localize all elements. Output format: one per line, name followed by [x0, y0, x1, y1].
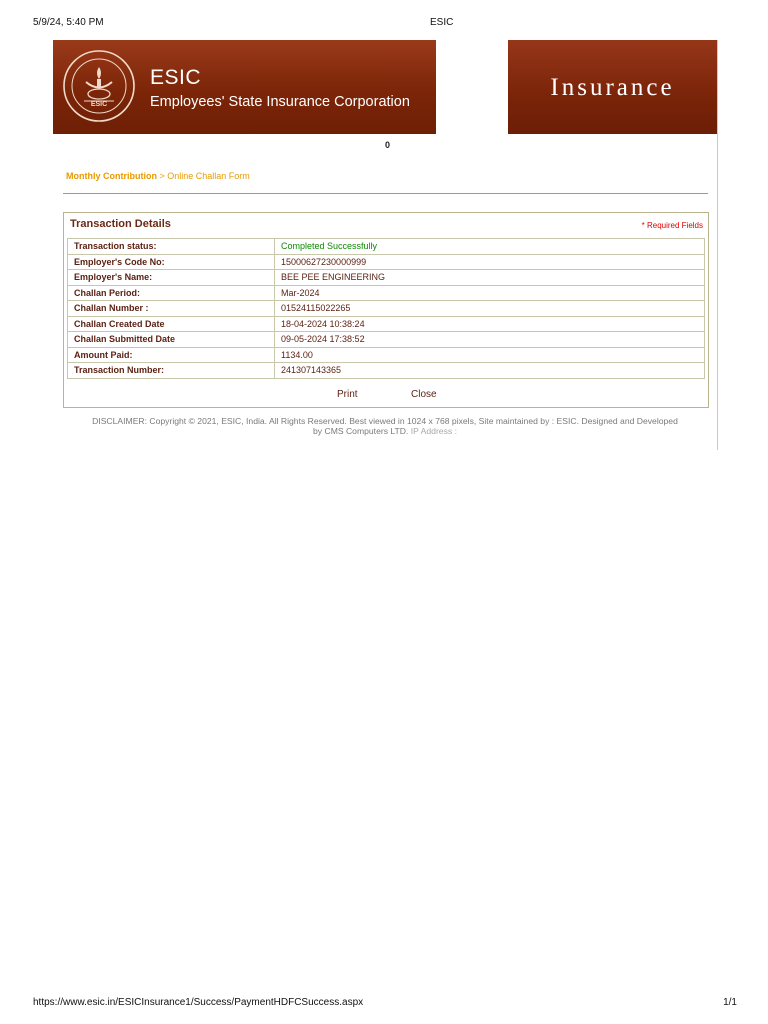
- disclaimer-line-1: DISCLAIMER: Copyright © 2021, ESIC, India. All Rights Reserved. Best viewed in 1024 x 768 pixels, Site maintained by : ESIC. Designed and Developed: [92, 416, 678, 426]
- row-value: Mar-2024: [275, 285, 705, 301]
- row-label: Employer's Code No:: [68, 254, 275, 270]
- breadcrumb-separator: >: [156, 171, 168, 181]
- divider: [63, 193, 708, 194]
- disclaimer-developer: by CMS Computers LTD.: [313, 426, 409, 436]
- row-value: 1134.00: [275, 347, 705, 363]
- row-label: Transaction Number:: [68, 363, 275, 379]
- table-row: [68, 347, 705, 363]
- row-label: Amount Paid:: [68, 347, 275, 363]
- required-fields-note: * Required Fields: [641, 221, 703, 230]
- row-label: Transaction status:: [68, 239, 275, 255]
- ip-address-label: IP Address :: [410, 426, 457, 436]
- print-page-title: ESIC: [430, 17, 454, 28]
- breadcrumb-online-challan-form[interactable]: Online Challan Form: [167, 171, 250, 181]
- table-row: [68, 270, 705, 286]
- disclaimer: [53, 416, 717, 436]
- transaction-details-panel: [63, 212, 709, 408]
- row-value: 15000627230000999: [275, 254, 705, 270]
- org-full-name: Employees' State Insurance Corporation: [150, 94, 410, 110]
- header-banner: [53, 40, 436, 134]
- table-row: [68, 301, 705, 317]
- insurance-banner: [508, 40, 717, 134]
- row-label: Challan Period:: [68, 285, 275, 301]
- table-row: [68, 254, 705, 270]
- table-row: [68, 239, 705, 255]
- breadcrumb-monthly-contribution[interactable]: Monthly Contribution: [66, 171, 157, 181]
- transaction-table: [67, 238, 705, 379]
- row-value: 01524115022265: [275, 301, 705, 317]
- table-row: [68, 363, 705, 379]
- print-footer-url: https://www.esic.in/ESICInsurance1/Success/PaymentHDFCSuccess.aspx: [33, 997, 364, 1008]
- print-datetime: 5/9/24, 5:40 PM: [33, 17, 104, 28]
- row-label: Challan Number :: [68, 301, 275, 317]
- table-row: [68, 316, 705, 332]
- row-value: 09-05-2024 17:38:52: [275, 332, 705, 348]
- panel-title: Transaction Details: [70, 218, 171, 230]
- esic-emblem-icon: [62, 49, 136, 123]
- svg-text:ESIC: ESIC: [90, 101, 108, 108]
- row-value: BEE PEE ENGINEERING: [275, 270, 705, 286]
- close-button[interactable]: Close: [411, 389, 437, 400]
- row-label: Challan Submitted Date: [68, 332, 275, 348]
- counter-value: 0: [385, 140, 391, 150]
- org-short-name: ESIC: [150, 66, 202, 89]
- page-container: [53, 40, 718, 450]
- insurance-title: Insurance: [550, 74, 675, 101]
- row-label: Employer's Name:: [68, 270, 275, 286]
- row-value: Completed Successfully: [275, 239, 705, 255]
- print-button[interactable]: Print: [337, 389, 358, 400]
- disclaimer-line-2: [53, 426, 717, 436]
- breadcrumb: [66, 171, 250, 181]
- print-footer-page: 1/1: [723, 997, 737, 1008]
- row-label: Challan Created Date: [68, 316, 275, 332]
- table-row: [68, 285, 705, 301]
- table-row: [68, 332, 705, 348]
- row-value: 241307143365: [275, 363, 705, 379]
- row-value: 18-04-2024 10:38:24: [275, 316, 705, 332]
